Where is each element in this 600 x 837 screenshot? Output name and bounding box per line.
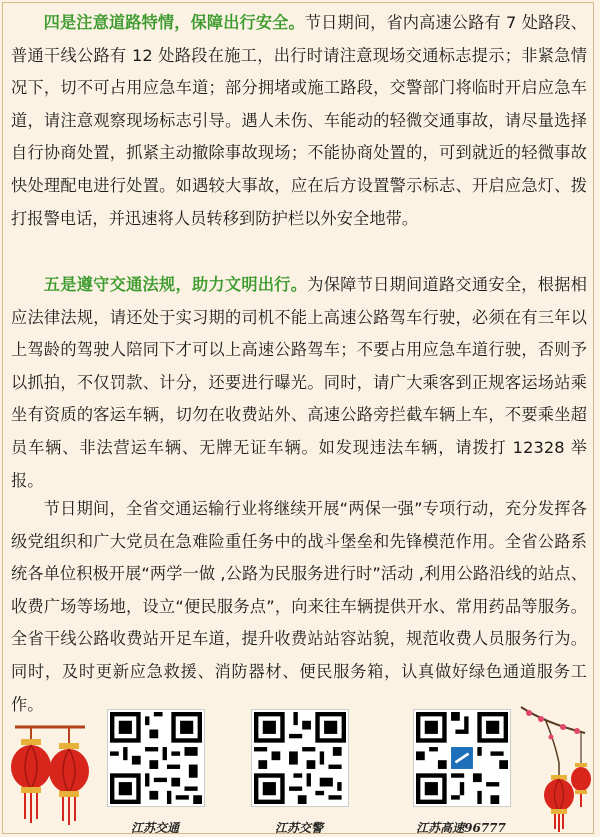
section-5-body: 为保障节日期间道路交通安全，根据相应法律法规，请还处于实习期的司机不能上高速公路驾车行驶，必须在有三年以上驾龄的驾驶人陪同下才可以上高速公路驾车；不要占用应急车道行驶，否则予以抓拍，不仅罚款、计分，还要进行曝光。同时，请广大乘客到正规客运场站乘坐有资质的客运车辆，切勿在收费站外、高速公路旁拦截车辆上车，不要乘坐超员车辆、非法营运车辆、无牌无证车辆。如发现违法车辆，请拨打 12328 举报。 [11,275,587,490]
qr-jiangsu-gaosu[interactable] [413,709,509,836]
notice-page [2,2,594,834]
qr-code-icon [107,709,205,807]
qr-label: 江苏交通 [130,821,179,835]
section-4-lead: 四是注意道路特情，保障出行安全。 [43,13,305,32]
qr-label: 江苏交警 [274,821,323,835]
qr-code-icon [251,709,349,807]
section-5-paragraph [11,269,587,497]
qr-jiangsu-jiaotong[interactable] [107,709,203,836]
footer-banner [3,703,595,835]
closing-body: 节日期间，全省交通运输行业将继续开展“两保一强”专项行动，充分发挥各级党组织和广大党员在急难险重任务中的战斗堡垒和先锋模范作用。全省公路系统各单位积极开展“两学一做 ,公路为民服务进行时”活动 ,利用公路沿线的站点、收费广场等场地，设立“便民服务点”，向来往车辆提供开水、常用药品等服务。全省干线公路收费站开足车道，提升收费站站容站貌，规范收费人员服务行为。同时，及时更新应急救援、消防器材、便民服务箱，认真做好绿色通道服务工作。 [11,499,587,714]
qr-jiangsu-jiaojing[interactable] [251,709,347,836]
qr-label: 江苏高速96777 [416,821,506,835]
closing-paragraph [11,493,587,721]
qr-code-icon [413,709,511,807]
lantern-right-icon [515,703,593,833]
section-5-lead: 五是遵守交通法规，助力文明出行。 [43,275,308,294]
section-4-body: 节日期间，省内高速公路有 7 处路段、普通干线公路有 12 处路段在施工，出行时请注意现场交通标志提示；非紧急情况下，切不可占用应急车道；部分拥堵或施工路段，交警部门将临时开启应急车道，请注意观察现场标志引导。遇人未伤、车能动的轻微交通事故，请尽量选择自行协商处置，抓紧主动撤除事故现场；不能协商处置的，可到就近的轻微事故快处理配电进行处置。如遇较大事故，应在后方设置警示标志、开启应急灯、拨打报警电话，并迅速将人员转移到防护栏以外安全地带。 [11,13,587,228]
lantern-left-icon [7,721,93,831]
section-4-paragraph [11,7,587,235]
